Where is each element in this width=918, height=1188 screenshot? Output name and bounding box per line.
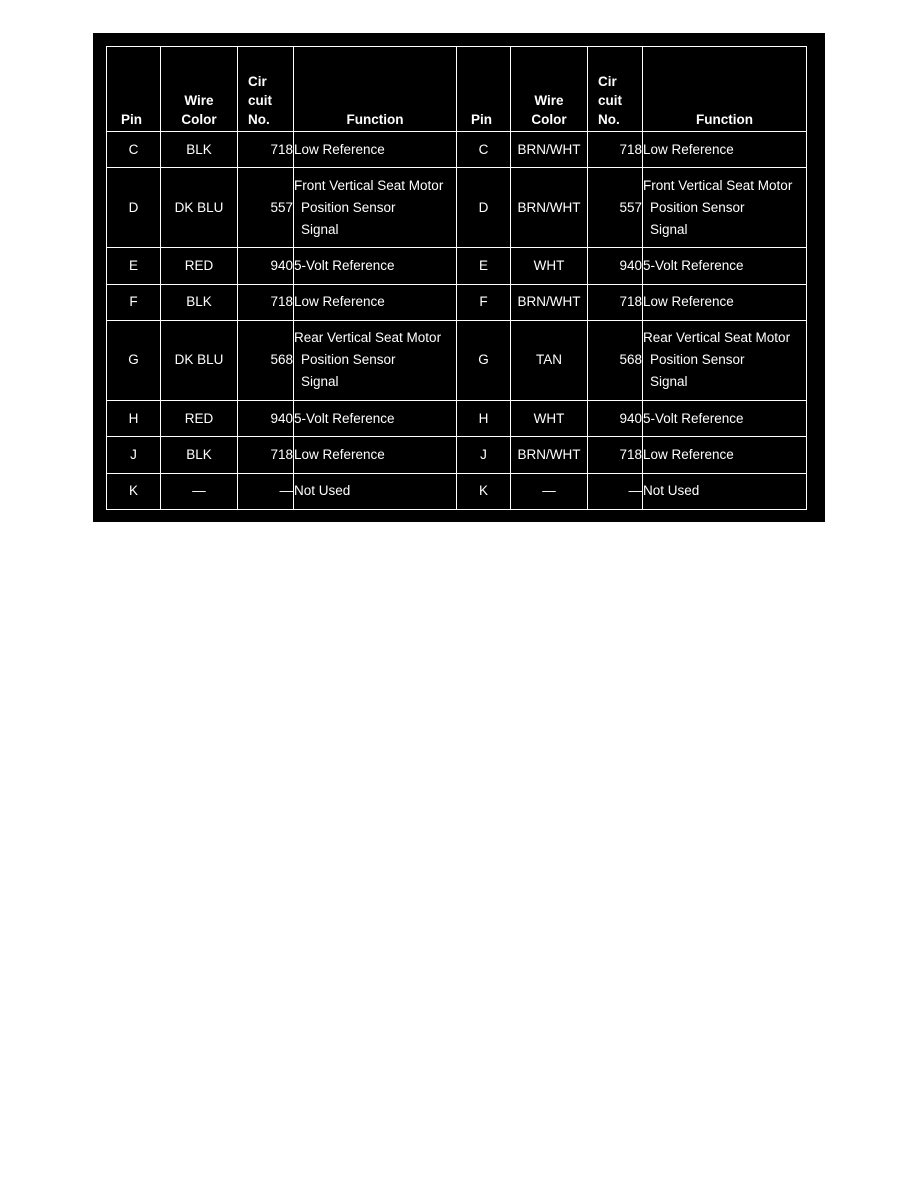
header-pin <box>107 47 161 132</box>
function-line: 5-Volt Reference <box>294 410 395 426</box>
function-line: Signal <box>650 221 688 237</box>
header-function-line: Function <box>696 112 753 127</box>
wire-color-cell: BRN/WHT <box>511 168 588 248</box>
circuit-cell: — <box>238 473 294 509</box>
table-row <box>107 248 807 284</box>
function-line: Position Sensor <box>301 352 396 368</box>
wire-color-cell: BRN/WHT <box>511 284 588 320</box>
header-wire-line-1: Wire <box>184 93 214 108</box>
function-cell <box>643 248 807 284</box>
function-cell <box>294 320 457 400</box>
function-line: Not Used <box>643 483 700 499</box>
function-line: Low Reference <box>294 294 385 310</box>
header-circuit-line-3: No. <box>598 112 620 127</box>
wire-color-cell: BLK <box>161 437 238 473</box>
pin-cell: D <box>457 168 511 248</box>
header-function <box>643 47 807 132</box>
wire-color-cell: TAN <box>511 320 588 400</box>
circuit-cell: 718 <box>588 284 643 320</box>
circuit-cell: 940 <box>238 248 294 284</box>
function-cell <box>643 284 807 320</box>
wire-color-cell: WHT <box>511 248 588 284</box>
pin-cell: F <box>457 284 511 320</box>
circuit-cell: — <box>588 473 643 509</box>
header-wire-line-1: Wire <box>534 93 564 108</box>
function-line: Low Reference <box>294 446 385 462</box>
table-row <box>107 132 807 168</box>
circuit-cell: 557 <box>588 168 643 248</box>
function-cell <box>643 473 807 509</box>
table-header-row <box>107 47 807 132</box>
function-line: Rear Vertical Seat Motor <box>294 330 442 346</box>
header-wire-color <box>511 47 588 132</box>
wire-color-cell: BLK <box>161 132 238 168</box>
function-cell <box>643 132 807 168</box>
table-row <box>107 437 807 473</box>
function-cell <box>294 284 457 320</box>
function-line: 5-Volt Reference <box>643 410 744 426</box>
pin-cell: G <box>457 320 511 400</box>
circuit-cell: 718 <box>238 437 294 473</box>
function-cell <box>294 168 457 248</box>
circuit-cell: 940 <box>588 400 643 436</box>
function-cell <box>294 473 457 509</box>
function-cell <box>643 400 807 436</box>
pin-cell: E <box>457 248 511 284</box>
wire-color-cell: DK BLU <box>161 168 238 248</box>
circuit-cell: 940 <box>238 400 294 436</box>
function-cell <box>294 437 457 473</box>
pin-cell: C <box>457 132 511 168</box>
header-wire-line-2: Color <box>181 112 217 127</box>
header-function-line: Function <box>346 112 404 127</box>
function-line: Low Reference <box>294 141 385 157</box>
header-pin <box>457 47 511 132</box>
function-cell <box>643 320 807 400</box>
wire-color-cell: — <box>511 473 588 509</box>
header-pin-line: Pin <box>471 112 493 127</box>
header-wire-line-2: Color <box>531 112 567 127</box>
pin-cell: J <box>107 437 161 473</box>
function-line: 5-Volt Reference <box>643 257 744 273</box>
function-line: Signal <box>650 374 688 390</box>
pin-cell: E <box>107 248 161 284</box>
header-circuit-line-2: cuit <box>598 93 623 108</box>
circuit-cell: 718 <box>238 284 294 320</box>
circuit-cell: 940 <box>588 248 643 284</box>
header-circuit-line-1: Cir <box>248 74 267 89</box>
function-line: Signal <box>301 374 339 390</box>
circuit-cell: 718 <box>588 132 643 168</box>
pin-cell: G <box>107 320 161 400</box>
function-line: Position Sensor <box>650 352 745 368</box>
table-row <box>107 284 807 320</box>
wire-color-cell: DK BLU <box>161 320 238 400</box>
circuit-cell: 557 <box>238 168 294 248</box>
header-circuit-line-3: No. <box>248 112 270 127</box>
wire-color-cell: BLK <box>161 284 238 320</box>
pin-cell: J <box>457 437 511 473</box>
table-row <box>107 400 807 436</box>
function-cell <box>294 400 457 436</box>
header-circuit-no <box>238 47 294 132</box>
function-line: Position Sensor <box>301 199 396 215</box>
function-line: Front Vertical Seat Motor <box>294 177 444 193</box>
function-line: Not Used <box>294 483 351 499</box>
wire-color-cell: WHT <box>511 400 588 436</box>
pin-cell: F <box>107 284 161 320</box>
circuit-cell: 568 <box>238 320 294 400</box>
pin-cell: D <box>107 168 161 248</box>
table-row <box>107 473 807 509</box>
function-line: Low Reference <box>643 141 734 157</box>
function-line: Low Reference <box>643 294 734 310</box>
pin-cell: H <box>457 400 511 436</box>
wire-color-cell: RED <box>161 248 238 284</box>
header-circuit-line-1: Cir <box>598 74 617 89</box>
function-cell <box>643 437 807 473</box>
function-line: Front Vertical Seat Motor <box>643 177 793 193</box>
function-line: 5-Volt Reference <box>294 257 395 273</box>
function-cell <box>643 168 807 248</box>
function-line: Rear Vertical Seat Motor <box>643 330 791 346</box>
header-pin-line: Pin <box>121 112 143 127</box>
header-circuit-no <box>588 47 643 132</box>
table-row <box>107 168 807 248</box>
function-line: Signal <box>301 221 339 237</box>
pin-cell: K <box>457 473 511 509</box>
circuit-cell: 568 <box>588 320 643 400</box>
connector-pinout-table <box>106 46 807 510</box>
pin-cell: H <box>107 400 161 436</box>
table-row <box>107 320 807 400</box>
pin-cell: K <box>107 473 161 509</box>
header-circuit-line-2: cuit <box>248 93 273 108</box>
circuit-cell: 718 <box>238 132 294 168</box>
pin-cell: C <box>107 132 161 168</box>
connector-table-panel <box>93 33 825 522</box>
function-cell <box>294 132 457 168</box>
function-line: Position Sensor <box>650 199 745 215</box>
wire-color-cell: BRN/WHT <box>511 437 588 473</box>
wire-color-cell: BRN/WHT <box>511 132 588 168</box>
wire-color-cell: — <box>161 473 238 509</box>
circuit-cell: 718 <box>588 437 643 473</box>
wire-color-cell: RED <box>161 400 238 436</box>
function-cell <box>294 248 457 284</box>
header-wire-color <box>161 47 238 132</box>
header-function <box>294 47 457 132</box>
function-line: Low Reference <box>643 446 734 462</box>
